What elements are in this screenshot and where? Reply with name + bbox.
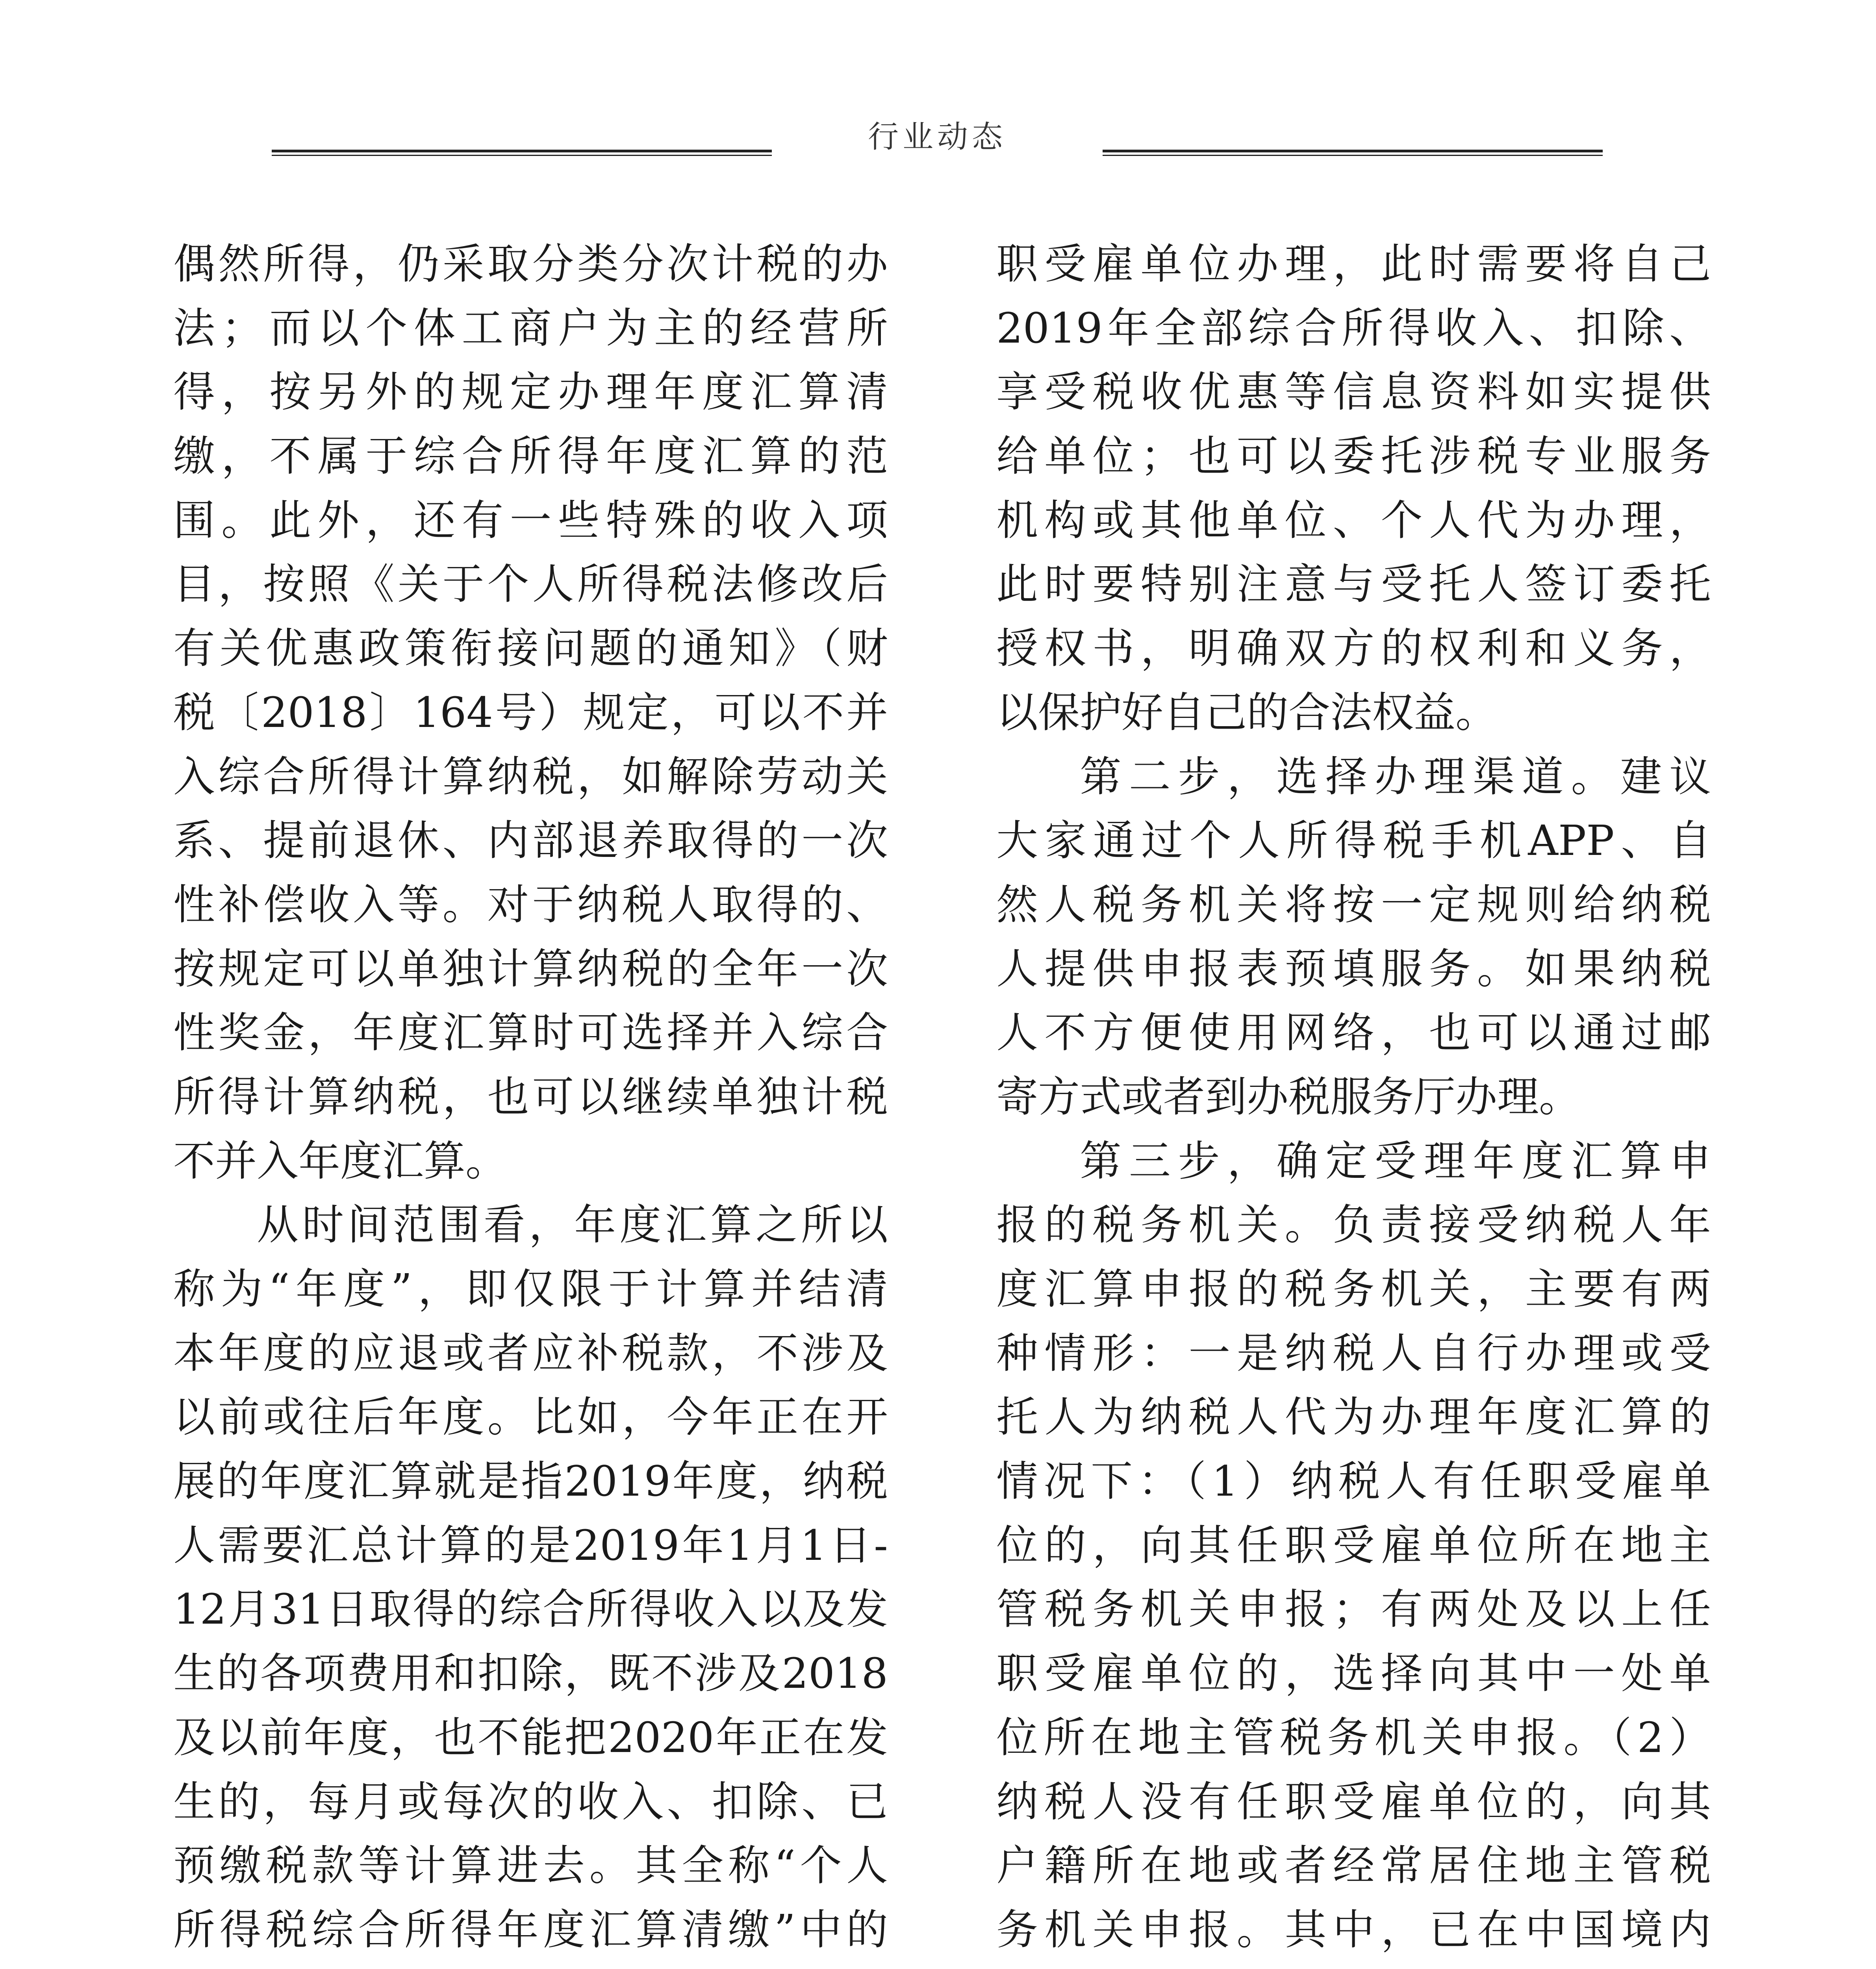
text-line: 情况下：（1）纳税人有任职受雇单: [996, 1457, 1711, 1506]
text-line: 人提供申报表预填服务。如果纳税: [996, 944, 1711, 993]
text-line: 不并入年度汇算。: [173, 1137, 507, 1185]
text-line: 托人为纳税人代为办理年度汇算的: [996, 1393, 1711, 1442]
text-line: 得，按另外的规定办理年度汇算清: [173, 368, 888, 417]
text-line: 授权书，明确双方的权利和义务，: [996, 624, 1711, 673]
text-line: 纳税人没有任职受雇单位的，向其: [996, 1777, 1711, 1826]
text-line: 大家通过个人所得税手机APP、自: [996, 816, 1711, 865]
text-line: 生的各项费用和扣除，既不涉及2018: [173, 1649, 888, 1698]
text-line: 机构或其他单位、个人代为办理，: [996, 496, 1711, 545]
text-line: 然人税务机关将按一定规则给纳税: [996, 880, 1711, 929]
text-line: 所得税综合所得年度汇算清缴”中的: [173, 1905, 888, 1954]
text-line: 第三步，确定受理年度汇算申: [1080, 1137, 1711, 1185]
text-line: 12月31日取得的综合所得收入以及发: [173, 1585, 888, 1634]
text-line: 以前或往后年度。比如，今年正在开: [173, 1393, 888, 1442]
text-line: 职受雇单位办理，此时需要将自己: [996, 240, 1711, 288]
text-line: 寄方式或者到办税服务厅办理。: [996, 1072, 1581, 1121]
text-line: 2019年全部综合所得收入、扣除、: [996, 304, 1711, 352]
text-line: 度汇算申报的税务机关，主要有两: [996, 1265, 1711, 1313]
text-line: 预缴税款等计算进去。其全称“个人: [173, 1841, 888, 1890]
right-column: [996, 232, 1711, 1969]
text-line: 缴，不属于综合所得年度汇算的范: [173, 432, 888, 481]
text-line: 法；而以个体工商户为主的经营所: [173, 304, 888, 352]
left-column: [173, 232, 888, 1969]
text-line: 职受雇单位的，选择向其中一处单: [996, 1649, 1711, 1698]
text-line: 性奖金，年度汇算时可选择并入综合: [173, 1009, 888, 1057]
text-line: 所得计算纳税，也可以继续单独计税: [173, 1072, 888, 1121]
text-line: 及以前年度，也不能把2020年正在发: [173, 1713, 888, 1762]
text-line: 本年度的应退或者应补税款，不涉及: [173, 1329, 888, 1378]
text-line: 生的，每月或每次的收入、扣除、已: [173, 1777, 888, 1826]
text-line: 务机关申报。其中，已在中国境内: [996, 1905, 1711, 1954]
text-line: 位的，向其任职受雇单位所在地主: [996, 1521, 1711, 1570]
text-line: 称为“年度”，即仅限于计算并结清: [173, 1265, 888, 1313]
text-line: 税〔2018〕164号）规定，可以不并: [173, 688, 888, 737]
text-line: 有关优惠政策衔接问题的通知》（财: [173, 624, 888, 673]
text-line: 享受税收优惠等信息资料如实提供: [996, 368, 1711, 417]
header-rule-left: [272, 150, 772, 156]
text-line: 人需要汇总计算的是2019年1月1日-: [173, 1521, 888, 1570]
text-line: 给单位；也可以委托涉税专业服务: [996, 432, 1711, 481]
text-line: 人不方便使用网络，也可以通过邮: [996, 1009, 1711, 1057]
text-line: 性补偿收入等。对于纳税人取得的、: [173, 880, 888, 929]
text-line: 围。此外，还有一些特殊的收入项: [173, 496, 888, 545]
text-line: 系、提前退休、内部退养取得的一次: [173, 816, 888, 865]
header-rule-right: [1103, 150, 1603, 156]
text-line: [996, 1962, 1711, 1969]
text-line: 按规定可以单独计算纳税的全年一次: [173, 944, 888, 993]
text-line: 管税务机关申报；有两处及以上任: [996, 1585, 1711, 1634]
text-line: 此时要特别注意与受托人签订委托: [996, 560, 1711, 609]
text-line: 种情形：一是纳税人自行办理或受: [996, 1329, 1711, 1378]
text-line: 户籍所在地或者经常居住地主管税: [996, 1841, 1711, 1890]
text-line: 展的年度汇算就是指2019年度，纳税: [173, 1457, 888, 1506]
text-line: 报的税务机关。负责接受纳税人年: [996, 1201, 1711, 1250]
text-line: 入综合所得计算纳税，如解除劳动关: [173, 752, 888, 801]
text-line: 以保护好自己的合法权益。: [996, 688, 1497, 737]
text-line: 第二步，选择办理渠道。建议: [1080, 752, 1711, 801]
text-line: 位所在地主管税务机关申报。（2）: [996, 1713, 1711, 1762]
text-line: [173, 1962, 888, 1969]
section-title: 行业动态: [868, 119, 1007, 155]
text-line: 从时间范围看，年度汇算之所以: [257, 1201, 888, 1250]
text-line: 目，按照《关于个人所得税法修改后: [173, 560, 888, 609]
text-line: 偶然所得，仍采取分类分次计税的办: [173, 240, 888, 288]
